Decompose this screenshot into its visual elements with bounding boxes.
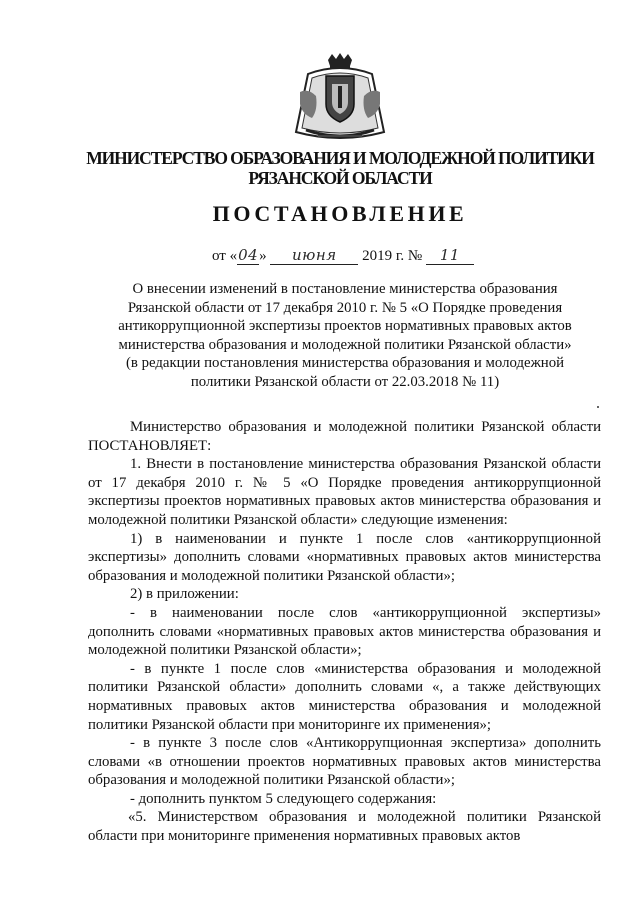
paragraph-1: 1. Внести в постановление министерства образования Рязанской области от 17 декабря 2010 г. № 5 «О Порядке проведения антикоррупционной экспертизы проектов нормативных правовых актов министерства образования и молодежной политики Рязанской области» следующие изменения: xyxy=(88,456,601,528)
document-type-title: ПОСТАНОВЛЕНИЕ xyxy=(212,201,468,226)
subject-line: министерства образования и молодежной политики Рязанской области» xyxy=(118,336,572,353)
paragraph-2: 2) в приложении: xyxy=(130,586,239,603)
document-body xyxy=(88,418,601,846)
document-number: 11 xyxy=(426,246,474,265)
subject-line: Рязанской области от 17 декабря 2010 г. № 5 «О Порядке проведения xyxy=(127,299,563,316)
date-day: 04 xyxy=(238,246,259,264)
subject-line: антикоррупционной экспертизы проектов нормативных правовых актов xyxy=(118,318,572,335)
paragraph-2-item-d: - дополнить пунктом 5 следующего содержания: xyxy=(130,790,437,807)
subject-line: О внесении изменений в постановление министерства образования xyxy=(132,281,558,297)
subject-line: политики Рязанской области от 22.03.2018 № 11) xyxy=(190,373,500,390)
paragraph-1-item-1: 1) в наименовании и пункте 1 после слов «антикоррупционной экспертизы» дополнить словами «нормативных правовых актов министерства образования и молодежной политики Рязанской области»; xyxy=(88,530,601,584)
scan-speck xyxy=(597,406,599,408)
paragraph-2-item-b: - в пункте 1 после слов «министерства образования и молодежной политики Рязанской области» дополнить словами «, а также действующих нормативных правовых актов министерства образования и молодежной политики Рязанской области при мониторинге их применения»; xyxy=(88,660,601,733)
date-mid: » xyxy=(259,248,267,264)
intro-paragraph: Министерство образования и молодежной политики Рязанской области ПОСТАНОВЛЯЕТ: xyxy=(88,419,601,454)
paragraph-2-item-c: - в пункте 3 после слов «Антикоррупционная экспертиза» дополнить словами «в отношении проектов нормативных правовых актов министерства образования и молодежной политики Рязанской области»; xyxy=(88,735,601,789)
ministry-name-line2: РЯЗАНСКОЙ ОБЛАСТИ xyxy=(248,168,432,188)
subject-line: (в редакции постановления министерства образования и молодежной xyxy=(125,355,565,372)
paragraph-2-item-a: - в наименовании после слов «антикоррупционной экспертизы» дополнить словами «нормативных правовых актов министерства образования и молодежной политики Рязанской области»; xyxy=(88,604,601,659)
date-prefix: от « xyxy=(212,248,238,264)
document-subject xyxy=(90,280,600,392)
ministry-name-line1: МИНИСТЕРСТВО ОБРАЗОВАНИЯ И МОЛОДЕЖНОЙ ПОЛИТИКИ xyxy=(86,148,594,168)
paragraph-5-quote: «5. Министерством образования и молодежной политики Рязанской области при мониторинге применения нормативных правовых актов xyxy=(88,809,601,845)
coat-of-arms-icon xyxy=(288,52,392,144)
date-month: июня xyxy=(270,246,358,265)
date-year: 2019 г. № xyxy=(362,248,423,264)
date-line xyxy=(212,246,512,265)
